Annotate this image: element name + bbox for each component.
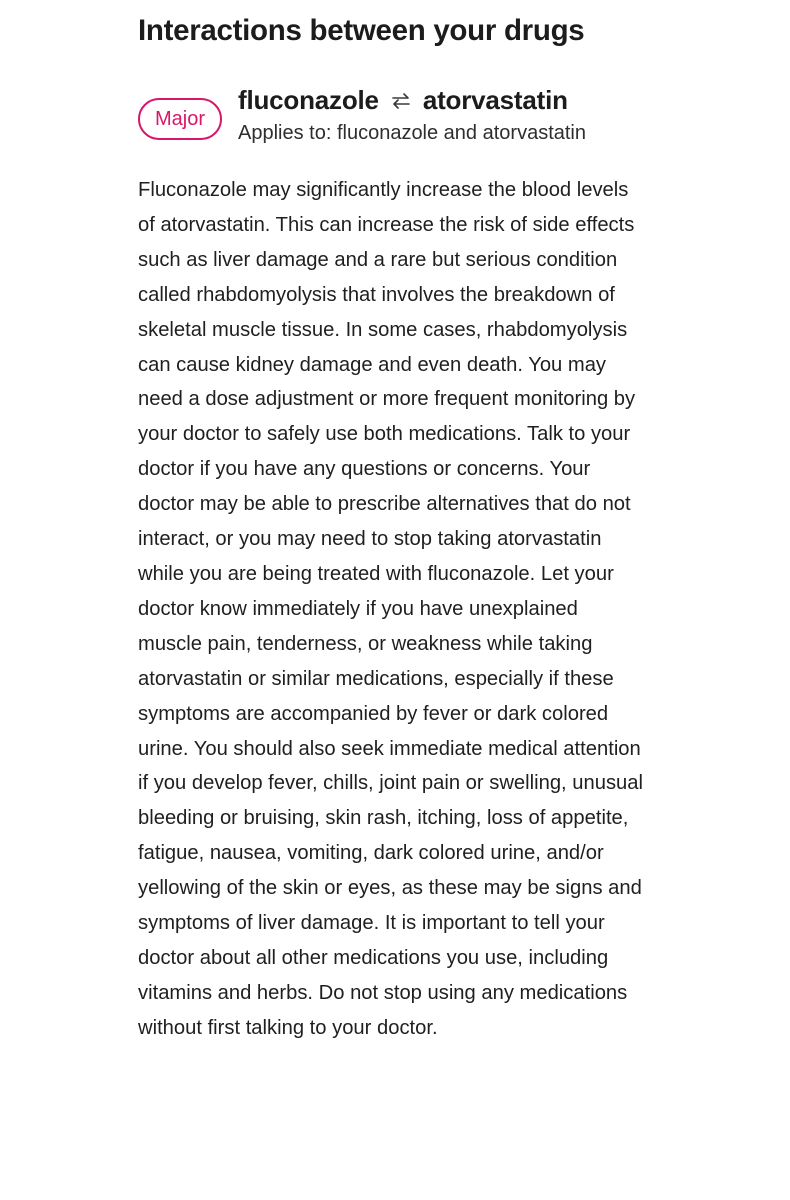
drug-b-name: atorvastatin <box>422 85 568 115</box>
swap-arrows-icon <box>391 92 411 110</box>
severity-badge: Major <box>138 98 222 140</box>
drug-a-name: fluconazole <box>238 85 379 115</box>
applies-to-text: Applies to: fluconazole and atorvastatin <box>238 122 586 144</box>
page-title: Interactions between your drugs <box>138 14 585 47</box>
drug-pair <box>238 85 586 116</box>
interaction-header <box>238 85 586 145</box>
interaction-description: Fluconazole may significantly increase the blood levels of atorvastatin. This can increase the risk of side effects such as liver damage and a rare but serious condition called rhabdomyolysis that involves the breakdown of skeletal muscle tissue. In some cases, rhabdomyolysis can cause kidney damage and even death. You may need a dose adjustment or more frequent monitoring by your doctor to safely use both medications. Talk to your doctor if you have any questions or concerns. Your doctor may be able to prescribe alternatives that do not interact, or you may need to stop taking atorvastatin while you are being treated with fluconazole. Let your doctor know immediately if you have unexplained muscle pain, tenderness, or weakness while taking atorvastatin or similar medications, especially if these symptoms are accompanied by fever or dark colored urine. You should also seek immediate medical attention if you develop fever, chills, joint pain or swelling, unusual bleeding or bruising, skin rash, itching, loss of appetite, fatigue, nausea, vomiting, dark colored urine, and/or yellowing of the skin or eyes, as these may be signs and symptoms of liver damage. It is important to tell your doctor about all other medications you use, including vitamins and herbs. Do not stop using any medications without first talking to your doctor. <box>138 179 643 1039</box>
